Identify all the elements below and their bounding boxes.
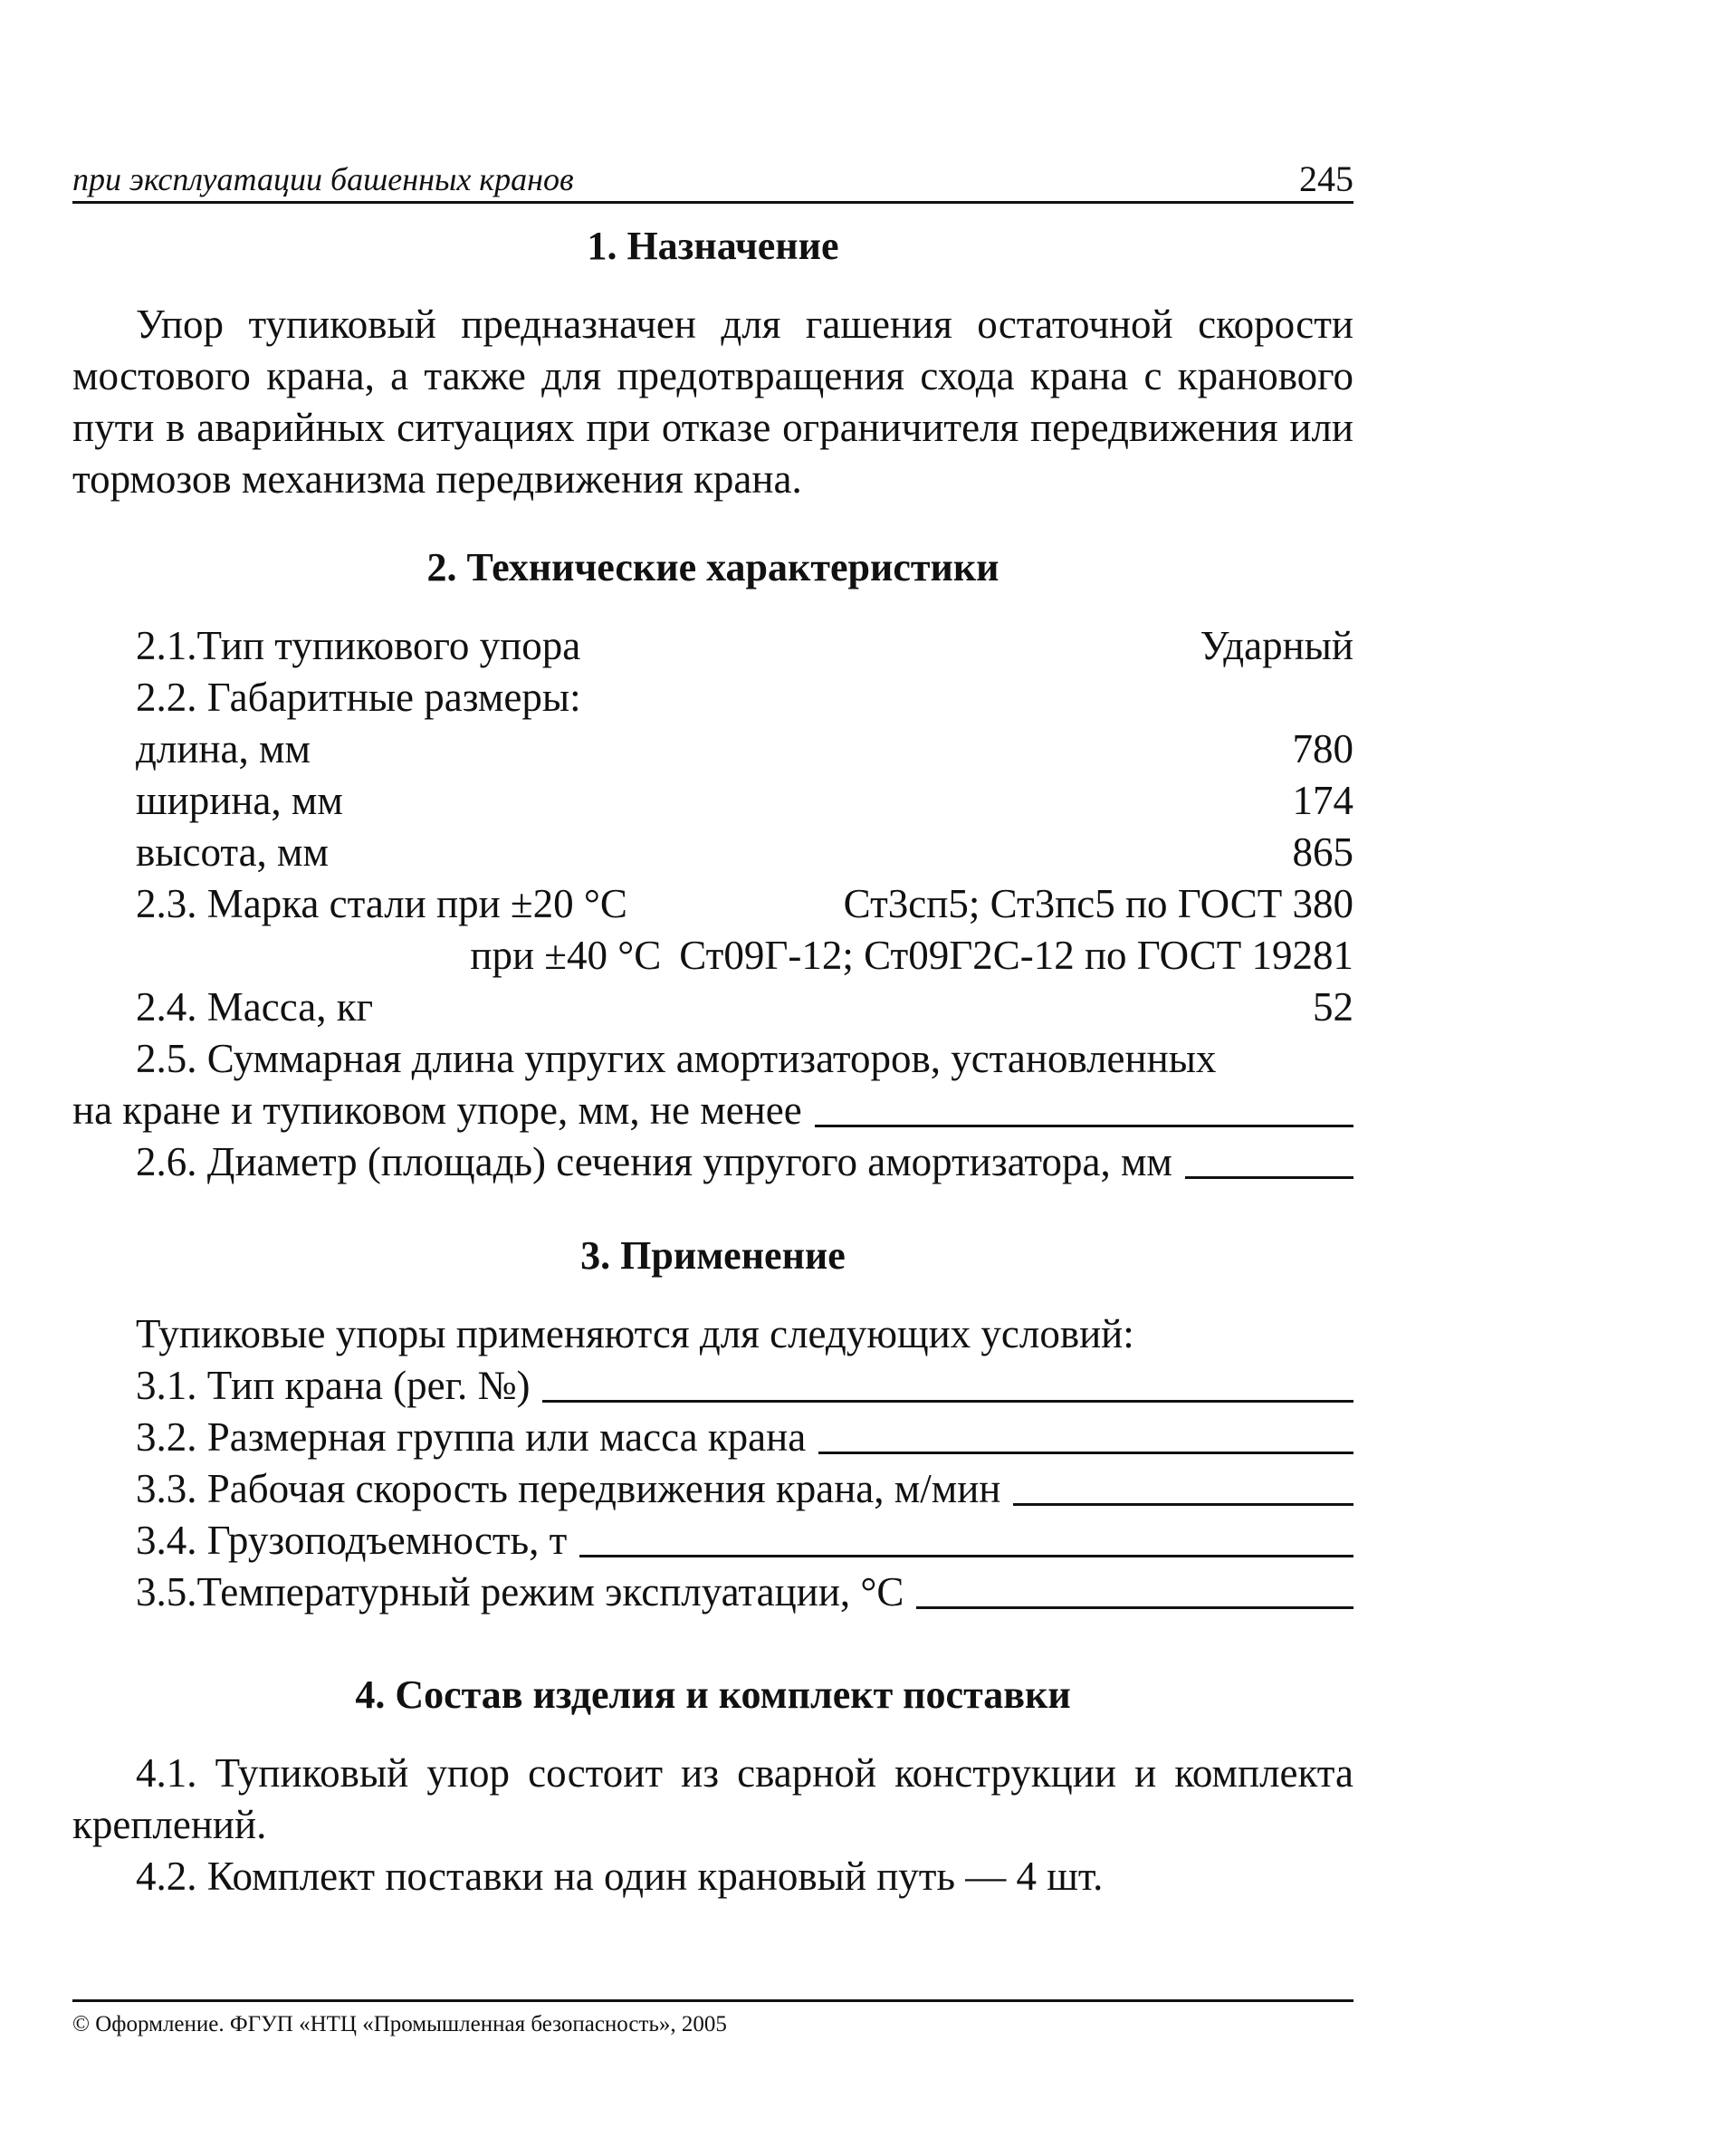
fill-in-blank[interactable] xyxy=(1013,1467,1353,1506)
application-label: 3.5.Температурный режим эксплуатации, °С xyxy=(136,1569,904,1615)
application-label: 3.2. Размерная группа или масса крана xyxy=(136,1414,807,1460)
spec-row-absorber-length xyxy=(72,1033,1353,1085)
fill-in-blank[interactable] xyxy=(542,1364,1353,1403)
spec-row-type xyxy=(72,620,1353,672)
spec-label: 2.2. Габаритные размеры: xyxy=(136,675,581,720)
application-row-temperature xyxy=(72,1567,1353,1618)
spec-label: при ±40 °C xyxy=(470,933,662,978)
spec-label: 2.5. Суммарная длина упругих амортизаторов, установленных xyxy=(136,1036,1217,1081)
spec-label: на кране и тупиковом упоре, мм, не менее xyxy=(72,1088,802,1133)
running-header-title: при эксплуатации башенных кранов xyxy=(72,161,574,197)
fill-in-blank[interactable] xyxy=(916,1570,1353,1609)
fill-in-blank[interactable] xyxy=(1185,1140,1353,1179)
fill-in-blank[interactable] xyxy=(815,1088,1353,1127)
spec-row-steel-40 xyxy=(72,930,1353,982)
application-intro-text: Тупиковые упоры применяются для следующих условий: xyxy=(136,1311,1134,1356)
application-label: 3.4. Грузоподъемность, т xyxy=(136,1518,568,1563)
application-row-size-group xyxy=(72,1412,1353,1463)
spec-label: 2.6. Диаметр (площадь) сечения упругого амортизатора, мм xyxy=(136,1139,1172,1184)
application-row-crane-type xyxy=(72,1360,1353,1412)
spec-row-absorber-length-cont xyxy=(72,1085,1353,1136)
spec-label: высота, мм xyxy=(136,829,330,875)
spec-label: 2.3. Марка стали при ±20 °C xyxy=(136,881,627,926)
section-2-heading: 2. Технические характеристики xyxy=(426,545,999,589)
application-intro xyxy=(72,1308,1353,1360)
section-3-heading: 3. Применение xyxy=(580,1233,846,1278)
application-label: 3.3. Рабочая скорость передвижения крана, м/мин xyxy=(136,1466,1001,1511)
document-page xyxy=(72,0,1353,2156)
spec-value: Ударный xyxy=(1200,623,1353,668)
section-4-paragraph-1: 4.1. Тупиковый упор состоит из сварной конструкции и комплекта креплений. xyxy=(72,1750,1353,1847)
page-number: 245 xyxy=(1299,158,1353,199)
section-1-heading: 1. Назначение xyxy=(587,224,839,268)
fill-in-blank[interactable] xyxy=(818,1415,1353,1454)
footer-divider xyxy=(72,1999,1353,2002)
running-header xyxy=(72,156,1353,204)
spec-row-absorber-diameter xyxy=(72,1136,1353,1188)
spec-row-height xyxy=(72,827,1353,878)
spec-value: Ст09Г-12; Ст09Г2С-12 по ГОСТ 19281 xyxy=(679,933,1353,978)
spec-label: 2.1.Тип тупикового упора xyxy=(136,623,581,668)
spec-value: 780 xyxy=(1292,726,1353,771)
spec-label: длина, мм xyxy=(136,726,311,771)
section-1-paragraph: Упор тупиковый предназначен для гашения остаточной скорости мостового крана, а также для предотвращения схода крана с кранового пути в аварийных ситуациях при отказе ограничителя передвижения или тормозов механизма передвижения крана. xyxy=(72,302,1353,502)
section-4-paragraph-2: 4.2. Комплект поставки на один крановый путь — 4 шт. xyxy=(136,1854,1104,1899)
spec-label: ширина, мм xyxy=(136,778,343,823)
spec-value: Ст3сп5; Ст3пс5 по ГОСТ 380 xyxy=(843,881,1353,926)
application-row-speed xyxy=(72,1463,1353,1515)
spec-value: 174 xyxy=(1292,778,1353,823)
footer-copyright: © Оформление. ФГУП «НТЦ «Промышленная безопасность», 2005 xyxy=(72,2012,727,2036)
spec-value: 52 xyxy=(1313,984,1353,1030)
spec-row-steel-20 xyxy=(72,878,1353,930)
spec-label: 2.4. Масса, кг xyxy=(136,984,374,1030)
spec-row-dimensions xyxy=(72,672,1353,723)
section-4-heading: 4. Состав изделия и комплект поставки xyxy=(355,1672,1071,1717)
fill-in-blank[interactable] xyxy=(579,1519,1353,1557)
spec-row-width xyxy=(72,775,1353,827)
spec-value: 865 xyxy=(1292,829,1353,875)
application-row-capacity xyxy=(72,1515,1353,1567)
spec-row-mass xyxy=(72,982,1353,1033)
spec-row-length xyxy=(72,723,1353,775)
application-label: 3.1. Тип крана (рег. №) xyxy=(136,1363,531,1408)
